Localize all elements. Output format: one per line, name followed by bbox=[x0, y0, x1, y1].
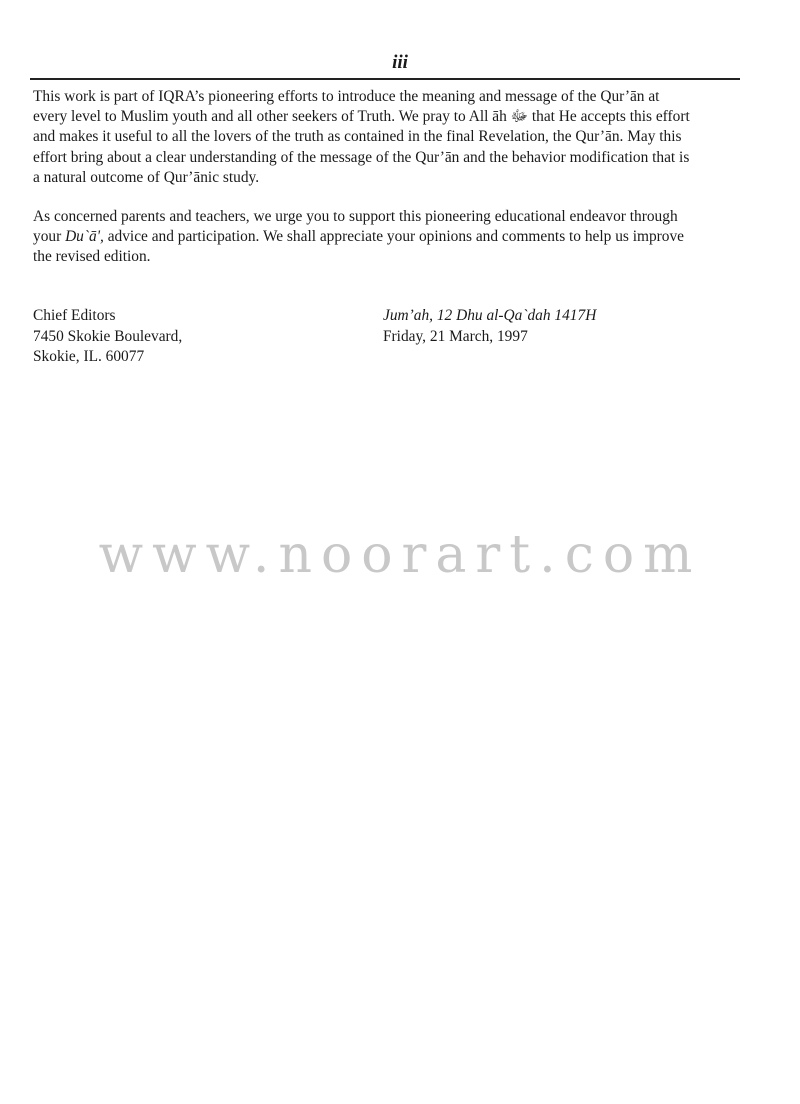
header-rule bbox=[30, 78, 740, 80]
signature-city: Skokie, IL. 60077 bbox=[33, 348, 145, 365]
appeal-paragraph bbox=[33, 207, 738, 268]
watermark: www.noorart.com bbox=[98, 525, 702, 585]
paragraph-line: effort bring about a clear understanding of the message of the Qur’ān and the behavior modification that is bbox=[33, 148, 690, 166]
hijri-date: Jum’ah, 12 Dhu al-Qa`dah 1417H bbox=[383, 307, 597, 324]
line-text: advice and participation. We shall appreciate your opinions and comments to help us improve bbox=[103, 228, 685, 246]
signature-name: Chief Editors bbox=[33, 307, 116, 324]
paragraph-line: and makes it useful to all the lovers of the truth as contained in the final Revelation, the Qur’ān. May this bbox=[33, 128, 682, 146]
intro-paragraph bbox=[33, 87, 738, 188]
date-block bbox=[383, 306, 596, 347]
paragraph-line bbox=[33, 227, 738, 247]
paragraph-line: This work is part of IQRA’s pioneering efforts to introduce the meaning and message of the Qur’ān at bbox=[33, 88, 660, 105]
dua-term: Du`ā', bbox=[65, 228, 104, 246]
signature-block bbox=[33, 306, 182, 368]
paragraph-line: the revised edition. bbox=[33, 248, 151, 266]
paragraph-line: every level to Muslim youth and all other seekers of Truth. We pray to All āh ﷻ that He accepts this effort bbox=[33, 108, 690, 126]
line-text: your bbox=[33, 228, 66, 246]
signature-street: 7450 Skokie Boulevard, bbox=[33, 327, 183, 345]
gregorian-date: Friday, 21 March, 1997 bbox=[383, 327, 528, 345]
page-number: iii bbox=[392, 52, 408, 73]
paragraph-line: As concerned parents and teachers, we urge you to support this pioneering educational endeavor through bbox=[33, 208, 678, 225]
paragraph-line: a natural outcome of Qur’ānic study. bbox=[33, 168, 260, 186]
